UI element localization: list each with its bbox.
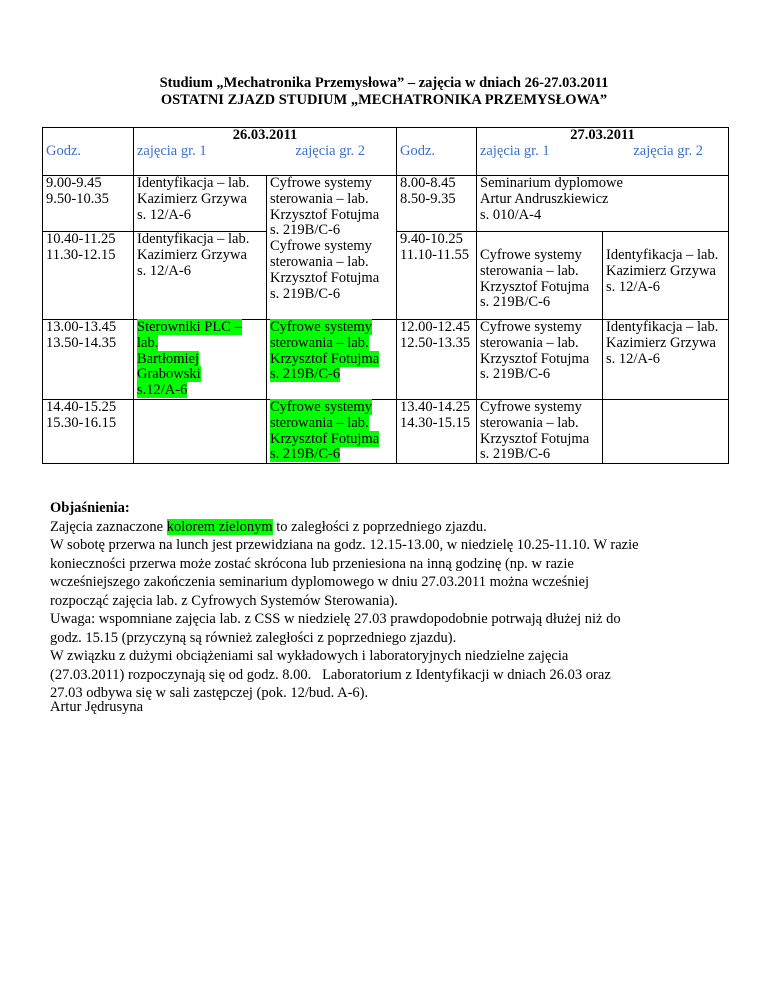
document-header — [0, 75, 768, 109]
time-cell: 13.00-13.45 13.50-14.35 — [43, 320, 134, 400]
class-cell-backlog: Cyfrowe systemy sterowania – lab. Krzysztof Fotujma s. 219B/C-6 — [267, 320, 397, 400]
time-cell: 9.00-9.45 9.50-10.35 — [43, 176, 134, 232]
author-signature: Artur Jędrusyna — [50, 699, 144, 715]
schedule-table — [42, 127, 729, 464]
class-cell: Identyfikacja – lab. Kazimierz Grzywa s. 12/A-6 — [603, 320, 729, 400]
class-cell: Cyfrowe systemy sterowania – lab. Krzysztof Fotujma s. 219B/C-6 Cyfrowe systemy sterowania – lab. Krzysztof Fotujma s. 219B/C-6 — [267, 176, 397, 320]
time-cell: 8.00-8.45 8.50-9.35 — [397, 176, 477, 232]
time-cell: 14.40-15.25 15.30-16.15 — [43, 400, 134, 464]
class-cell: Identyfikacja – lab. Kazimierz Grzywa s. 12/A-6 — [603, 232, 729, 320]
class-cell-backlog: Cyfrowe systemy sterowania – lab. Krzysztof Fotujma s. 219B/C-6 — [267, 400, 397, 464]
right-gr2-label: zajęcia gr. 2 — [633, 142, 703, 159]
green-highlight: kolorem zielonym — [166, 518, 273, 535]
title-line-2: OSTATNI ZJAZD STUDIUM „MECHATRONIKA PRZEMYSŁOWA” — [160, 92, 608, 108]
right-godz-header: Godz. — [397, 128, 477, 176]
class-cell: Identyfikacja – lab. Kazimierz Grzywa s. 12/A-6 — [134, 176, 267, 232]
class-cell: Seminarium dyplomowe Artur Andruszkiewicz s. 010/A-4 — [477, 176, 729, 232]
time-cell: 12.00-12.45 12.50-13.35 — [397, 320, 477, 400]
notes-line: godz. 15.15 (przyczyną są również zaległości z poprzedniego zjazdu). — [50, 629, 457, 646]
right-gr1-label: zajęcia gr. 1 — [480, 142, 550, 159]
notes-line: wcześniejszego zakończenia seminarium dyplomowego w dniu 27.03.2011 można wcześniej — [50, 574, 590, 590]
table-row — [43, 400, 729, 464]
time-cell: 9.40-10.25 11.10-11.55 — [397, 232, 477, 320]
notes-line: W sobotę przerwa na lunch jest przewidziana na godz. 12.15-13.00, w niedzielę 10.25-11.10. W razie — [50, 537, 639, 553]
class-cell-backlog: Sterowniki PLC – lab. Bartłomiej Grabowski s.12/A-6 — [134, 320, 267, 400]
notes-line: W związku z dużymi obciążeniami sal wykładowych i laboratoryjnych niedzielne zajęcia — [50, 648, 569, 664]
class-cell: Identyfikacja – lab. Kazimierz Grzywa s. 12/A-6 — [134, 232, 267, 320]
notes-line: 27.03 odbywa się w sali zastępczej (pok. 12/bud. A-6). — [50, 685, 369, 701]
time-cell: 13.40-14.25 14.30-15.15 — [397, 400, 477, 464]
class-cell: Cyfrowe systemy sterowania – lab. Krzysztof Fotujma s. 219B/C-6 — [477, 320, 603, 400]
notes-heading: Objaśnienia: — [50, 500, 130, 516]
title-line-1: Studium „Mechatronika Przemysłowa” – zajęcia w dniach 26-27.03.2011 — [159, 75, 609, 91]
left-date-header — [134, 128, 397, 176]
notes-line: (27.03.2011) rozpoczynają się od godz. 8.00. Laboratorium z Identyfikacji w dniach 26.03 oraz — [50, 666, 611, 683]
table-row — [43, 320, 729, 400]
right-date: 27.03.2011 — [570, 127, 635, 143]
time-cell: 10.40-11.25 11.30-12.15 — [43, 232, 134, 320]
notes-line: Uwaga: wspomniane zajęcia lab. z CSS w niedzielę 27.03 prawdopodobnie potrwają dłużej niż do — [50, 611, 621, 627]
notes-line: konieczności przerwa może zostać skrócona lub przeniesiona na inną godzinę (np. w razie — [50, 555, 574, 572]
left-godz-header: Godz. — [43, 128, 134, 176]
empty-cell — [134, 400, 267, 464]
left-gr2-label: zajęcia gr. 2 — [295, 142, 365, 159]
left-date: 26.03.2011 — [232, 127, 298, 143]
class-cell: Cyfrowe systemy sterowania – lab. Krzysztof Fotujma s. 219B/C-6 — [477, 232, 603, 320]
right-date-header — [477, 128, 729, 176]
left-gr1-label: zajęcia gr. 1 — [137, 142, 207, 159]
table-row — [43, 176, 729, 232]
notes-line: Zajęcia zaznaczone kolorem zielonym to zaległości z poprzedniego zjazdu. — [50, 518, 487, 535]
class-cell: Cyfrowe systemy sterowania – lab. Krzysztof Fotujma s. 219B/C-6 — [477, 400, 603, 464]
notes-line: rozpocząć zajęcia lab. z Cyfrowych Systemów Sterowania). — [50, 592, 398, 609]
notes-section — [50, 499, 740, 703]
empty-cell — [603, 400, 729, 464]
